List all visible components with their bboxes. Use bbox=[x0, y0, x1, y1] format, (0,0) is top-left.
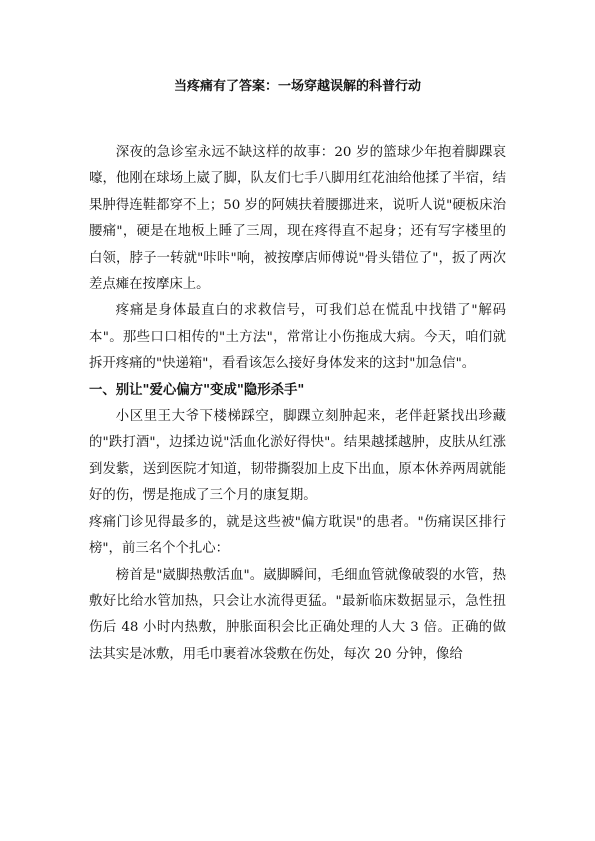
section1-paragraph-2: 榜首是"崴脚热敷活血"。崴脚瞬间，毛细血管就像破裂的水管，热敷好比给水管加热，只会让水流得更猛。"最新临床数据显示，急性扭伤后 48 小时内热敷，肿胀面积会比正确处理的人大 3 倍。正确的做法其实是冰敷，用毛巾裹着冰袋敷在伤处，每次 20 分钟，像给 bbox=[89, 567, 506, 662]
intro-paragraph-1: 深夜的急诊室永远不缺这样的故事：20 岁的篮球少年抱着脚踝哀嚎，他刚在球场上崴了脚，队友们七手八脚用红花油给他揉了半宿，结果肿得连鞋都穿不上；50 岁的阿姨扶着腰挪进来，说听人说"硬板床治腰痛"，硬是在地板上睡了三周，现在疼得直不起身；还有写字楼里的白领，脖子一转就"咔咔"响，被按摩店师傅说"骨头错位了"，扳了两次差点瘫在按摩床上。 bbox=[89, 145, 506, 293]
document-body bbox=[89, 140, 506, 668]
section1-plain-paragraph: 疼痛门诊见得最多的，就是这些被"偏方耽误"的患者。"伤痛误区排行榜"，前三名个个扎心： bbox=[89, 514, 506, 557]
section-heading-1: 一、别让"爱心偏方"变成"隐形杀手" bbox=[89, 382, 305, 398]
intro-paragraph-2: 疼痛是身体最直白的求救信号，可我们总在慌乱中找错了"解码本"。那些口口相传的"土方法"，常常让小伤拖成大病。今天，咱们就拆开疼痛的"快递箱"，看看该怎么接好身体发来的这封"加急信"。 bbox=[89, 303, 506, 372]
document-title: 当疼痛有了答案：一场穿越误解的科普行动 bbox=[173, 79, 421, 94]
section1-paragraph-1: 小区里王大爷下楼梯踩空，脚踝立刻肿起来，老伴赶紧找出珍藏的"跌打酒"，边揉边说"活血化淤好得快"。结果越揉越肿，皮肤从红涨到发紫，送到医院才知道，韧带撕裂加上皮下出血，原本休养两周就能好的伤，愣是拖成了三个月的康复期。 bbox=[89, 409, 506, 504]
